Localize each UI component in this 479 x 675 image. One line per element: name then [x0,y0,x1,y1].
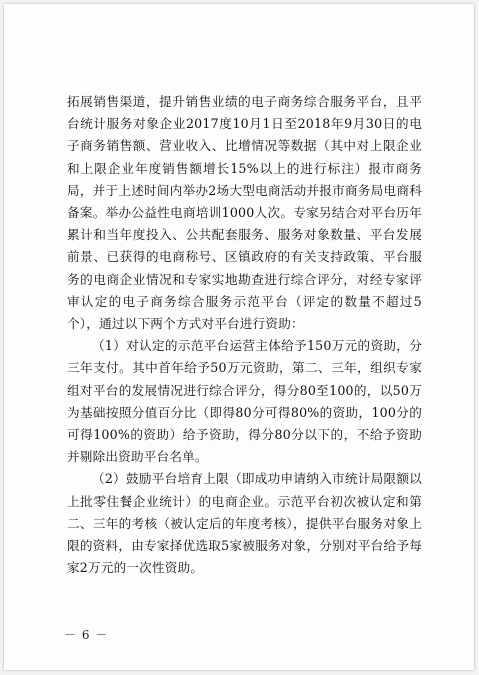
document-body [67,91,422,579]
paragraph-1: 拓展销售渠道，提升销售业绩的电子商务综合服务平台，且平台统计服务对象企业2017度10月1日至2018年9月30日的电子商务销售额、营业收入、比增情况等数据（其中对上限企业和上限企业年度销售额增长15%以上的进行标注）报市商务局，并于上述时间内举办2场大型电商活动并报市商务局电商科备案。举办公益性电商培训1000人次。专家另结合对平台历年累计和当年度投入、公共配套服务、服务对象数量、平台发展前景、已获得的电商称号、区镇政府的有关支持政策、平台服务的电商企业情况和专家实地勘查进行综合评分，对经专家评审认定的电子商务综合服务示范平台（评定的数量不超过5个），通过以下两个方式对平台进行资助： [67,94,422,332]
paragraph-3: （2）鼓励平台培育上限（即成功申请纳入市统计局限额以上批零住餐企业统计）的电商企业。示范平台初次被认定和第二、三年的考核（被认定后的年度考核），提供平台服务对象上限的资料，由专家择优选取5家被服务对象，分别对平台给予每家2万元的一次性资助。 [67,471,422,576]
page-number: － 6 － [64,628,109,642]
paragraph-2: （1）对认定的示范平台运营主体给予150万元的资助，分三年支付。其中首年给予50万元资助，第二、三年，组织专家组对平台的发展情况进行综合评分，得分80至100的，以50万为基础按照分值百分比（即得80分可得80%的资助，100分的可得100%的资助）给予资助，得分80分以下的，不给予资助并剔除出资助平台名单。 [67,338,422,465]
document-page [4,4,474,670]
